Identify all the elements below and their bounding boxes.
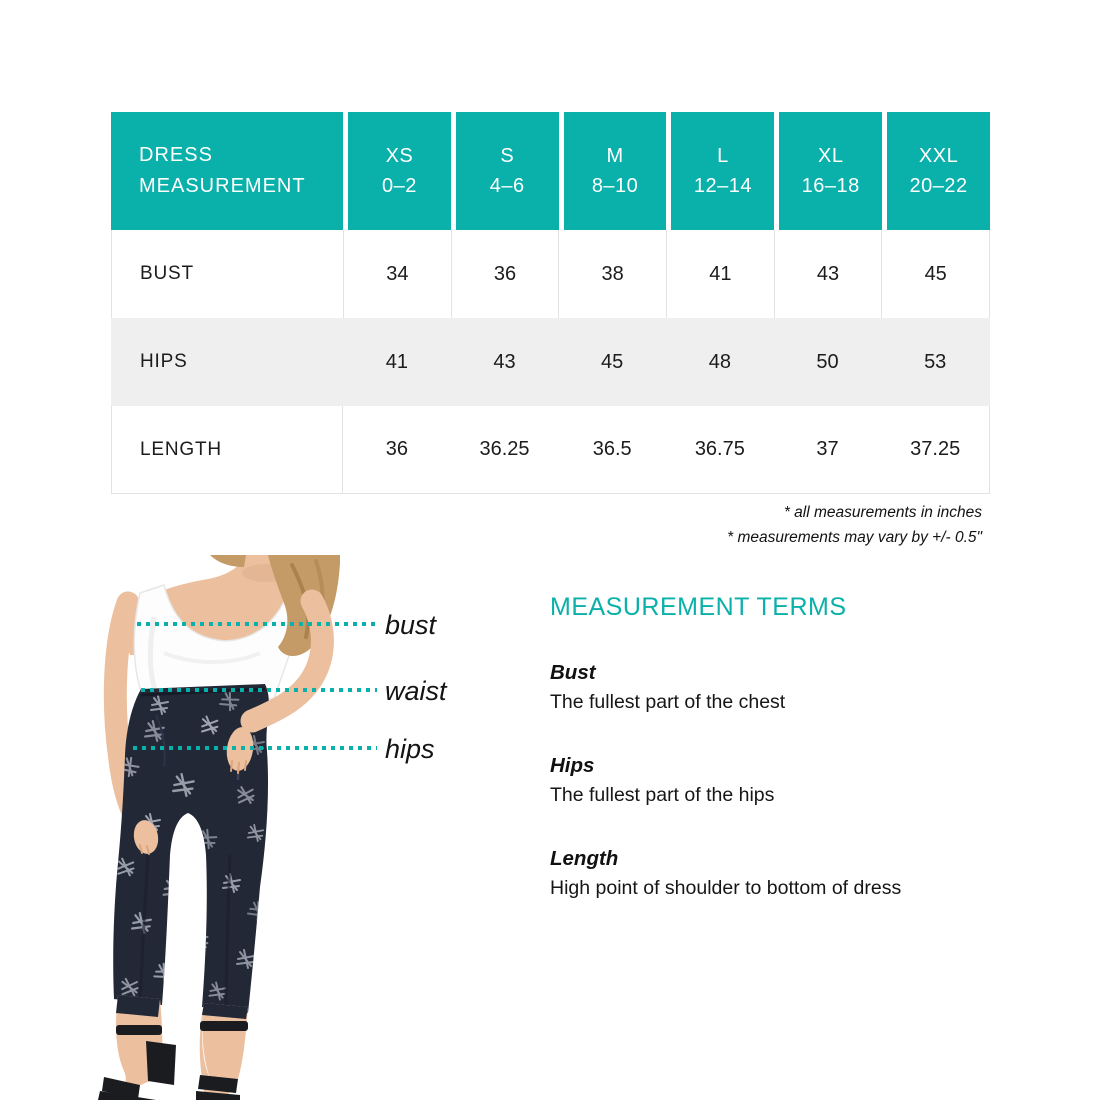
size-range: 12–14: [693, 175, 752, 197]
header-cell-l: [671, 112, 774, 230]
cell-length-l: 36.75: [694, 438, 745, 460]
cell-hips-m: 45: [601, 350, 624, 373]
hips-measure-line: [133, 746, 377, 750]
header-cell-xl: [779, 112, 882, 230]
cell-length-xs: 36: [385, 438, 408, 460]
footnote-units: * all measurements in inches: [783, 504, 982, 521]
term-hips: [550, 753, 1020, 808]
header-cell-s: [456, 112, 559, 230]
term-bust: [550, 660, 1020, 715]
cell-hips-s: 43: [493, 350, 516, 373]
size-table-header: [111, 112, 990, 230]
size-range: 16–18: [801, 175, 860, 197]
table-row-bust: [111, 230, 990, 318]
waist-line-label: waist: [385, 676, 447, 706]
header-cell-xs: [348, 112, 451, 230]
size-label: XL: [817, 145, 844, 167]
size-range: 4–6: [489, 175, 525, 197]
row-label: BUST: [140, 263, 194, 284]
cell-hips-xl: 50: [816, 350, 839, 373]
term-name: Length: [550, 847, 619, 870]
table-row-hips: [111, 318, 990, 406]
cell-length-xxl: 37.25: [910, 438, 961, 460]
cell-length-xl: 37: [816, 438, 839, 460]
size-range: 8–10: [591, 175, 639, 197]
cell-bust-m: 38: [558, 230, 666, 318]
cell-bust-xs: 34: [343, 230, 451, 318]
table-row-length: [111, 406, 990, 494]
model-photo: [60, 555, 340, 1100]
corner-label: DRESS MEASUREMENT: [139, 144, 306, 197]
table-footnotes: [727, 500, 982, 550]
size-label: S: [500, 145, 515, 167]
cell-hips-xxl: 53: [924, 350, 947, 373]
cell-bust-xxl: 45: [881, 230, 989, 318]
hips-line-label: hips: [385, 734, 435, 764]
cell-length-s: 36.25: [479, 438, 530, 460]
term-name: Hips: [550, 754, 595, 777]
term-definition: High point of shoulder to bottom of dress: [550, 877, 902, 899]
term-definition: The fullest part of the chest: [550, 691, 786, 713]
cell-hips-l: 48: [708, 350, 731, 373]
measurement-terms-section: [550, 592, 1020, 901]
term-length: [550, 846, 1020, 901]
header-cell-m: [564, 112, 667, 230]
cell-bust-s: 36: [451, 230, 559, 318]
bust-line-label: bust: [385, 610, 437, 640]
size-label: XXL: [918, 145, 959, 167]
size-range: 0–2: [381, 175, 417, 197]
row-label: HIPS: [140, 351, 188, 372]
left-shoe: [98, 995, 176, 1100]
size-table: [111, 112, 990, 494]
size-label: L: [717, 145, 729, 167]
term-definition: The fullest part of the hips: [550, 784, 775, 806]
waist-measure-line: [141, 688, 377, 692]
size-label: XS: [385, 145, 414, 167]
size-label: M: [606, 145, 624, 167]
row-label: LENGTH: [112, 406, 343, 493]
cell-bust-xl: 43: [774, 230, 882, 318]
measurement-terms-title: MEASUREMENT TERMS: [550, 593, 847, 621]
bust-measure-line: [137, 622, 377, 626]
right-shoe: [196, 1003, 248, 1100]
cell-bust-l: 41: [666, 230, 774, 318]
footnote-variance: * measurements may vary by +/- 0.5": [727, 529, 982, 546]
cell-hips-xs: 41: [385, 350, 408, 373]
header-cell-xxl: [887, 112, 990, 230]
cell-length-m: 36.5: [592, 438, 632, 460]
header-cell-dress-measurement: [111, 112, 343, 230]
model-illustration: [60, 555, 340, 1100]
term-name: Bust: [550, 661, 596, 684]
size-range: 20–22: [909, 175, 968, 197]
